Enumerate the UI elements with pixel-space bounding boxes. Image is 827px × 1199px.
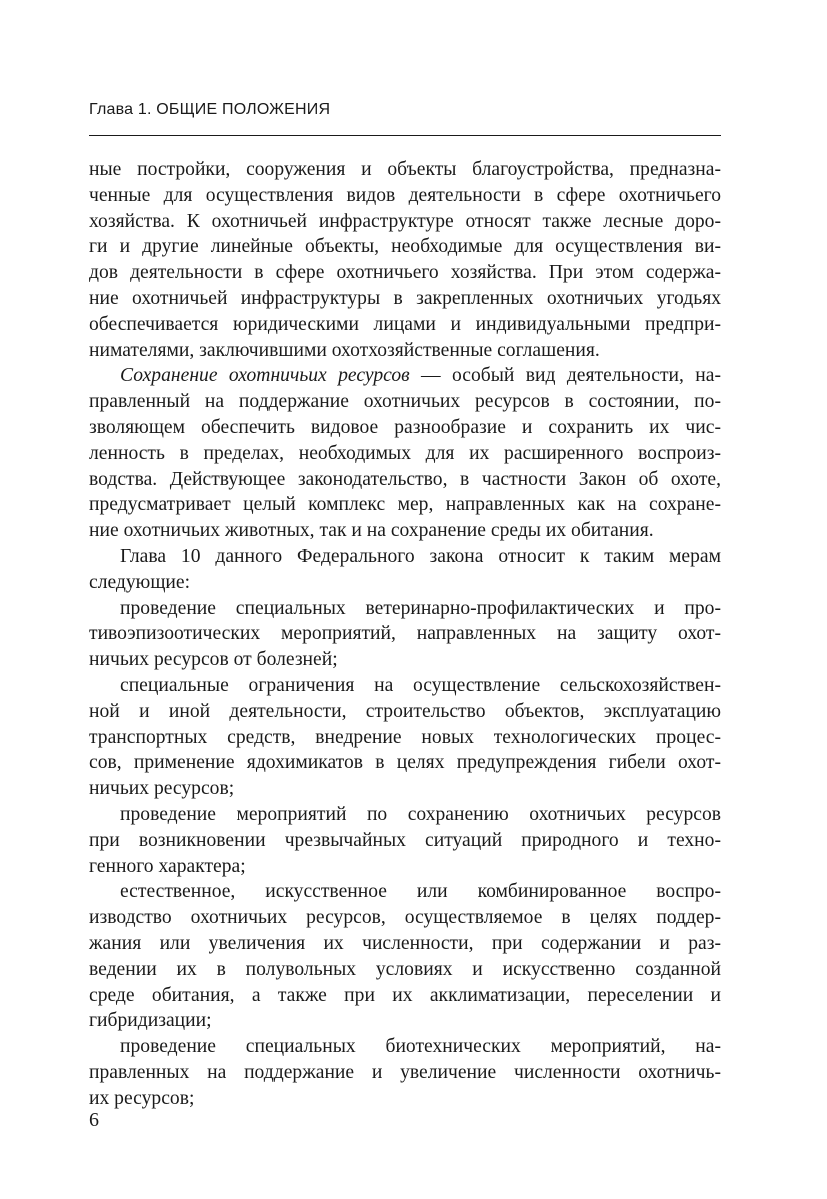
text-line: хозяйства. К охотничьей инфраструктуре относят также лесные доро- [89, 210, 721, 232]
text-line: транспортных средств, внедрение новых технологических процес- [89, 726, 721, 748]
text-line: гибридизации; [89, 1010, 212, 1032]
text-line: изводство охотничьих ресурсов, осуществляемое в целях поддер- [89, 907, 721, 929]
text-line: ние охотничьей инфраструктуры в закрепленных охотничьих угодьях [89, 287, 721, 309]
text-line: при возникновении чрезвычайных ситуаций природного и техно- [89, 829, 721, 851]
text-line-rest: — особый вид деятельности, на- [421, 365, 721, 387]
text-line: проведение мероприятий по сохранению охотничьих ресурсов [120, 803, 721, 825]
text-line: тивоэпизоотических мероприятий, направленных на защиту охот- [89, 623, 721, 645]
text-line: их ресурсов; [89, 1087, 195, 1109]
text-line: среде обитания, а также при их акклиматизации, переселении и [89, 984, 721, 1006]
text-line: естественное, искусственное или комбинированное воспро- [120, 881, 721, 903]
text-line: Глава 10 данного Федерального закона относит к таким мерам [120, 545, 721, 567]
text-line: дов деятельности в сфере охотничьего хозяйства. При этом содержа- [89, 262, 721, 284]
defined-term: Сохранение охотничьих ресурсов [120, 365, 410, 387]
text-line [89, 363, 721, 389]
text-line: предусматривает целый комплекс мер, направленных как на сохране- [89, 494, 721, 516]
text-line: генного характера; [89, 855, 246, 877]
text-line: ничьих ресурсов; [89, 778, 235, 800]
text-line: ной и иной деятельности, строительство объектов, эксплуатацию [89, 700, 721, 722]
text-line: ведении их в полувольных условиях и искусственно созданной [89, 958, 721, 980]
running-header: Глава 1. ОБЩИЕ ПОЛОЖЕНИЯ [89, 101, 331, 118]
header-rule [89, 135, 721, 136]
text-line: проведение специальных ветеринарно-профилактических и про- [120, 597, 721, 619]
text-line: обеспечивается юридическими лицами и индивидуальными предпри- [89, 313, 721, 335]
text-line: специальные ограничения на осуществление сельскохозяйствен- [120, 674, 721, 696]
text-line: проведение специальных биотехнических мероприятий, на- [120, 1036, 721, 1058]
text-line: ние охотничьих животных, так и на сохранение среды их обитания. [89, 520, 654, 542]
text-line: следующие: [89, 571, 191, 593]
text-line: ченные для осуществления видов деятельности в сфере охотничьего [89, 184, 721, 206]
text-line: правленный на поддержание охотничьих ресурсов в состоянии, по- [89, 391, 721, 413]
text-line: жания или увеличения их численности, при содержании и раз- [89, 932, 721, 954]
text-line: водства. Действующее законодательство, в частности Закон об охоте, [89, 468, 721, 490]
text-line: зволяющем обеспечить видовое разнообразие и сохранить их чис- [89, 416, 721, 438]
text-line: ги и другие линейные объекты, необходимые для осуществления ви- [89, 236, 721, 258]
text-line: правленных на поддержание и увеличение численности охотничь- [89, 1061, 721, 1083]
text-line: ничьих ресурсов от болезней; [89, 649, 338, 671]
page-number: 6 [89, 1109, 99, 1131]
text-line: сов, применение ядохимикатов в целях предупреждения гибели охот- [89, 752, 721, 774]
text-line: нимателями, заключившими охотхозяйственные соглашения. [89, 339, 600, 361]
text-line: ленность в пределах, необходимых для их расширенного воспроиз- [89, 442, 721, 464]
body-text [89, 157, 721, 1111]
text-line: ные постройки, сооружения и объекты благоустройства, предназна- [89, 159, 721, 180]
